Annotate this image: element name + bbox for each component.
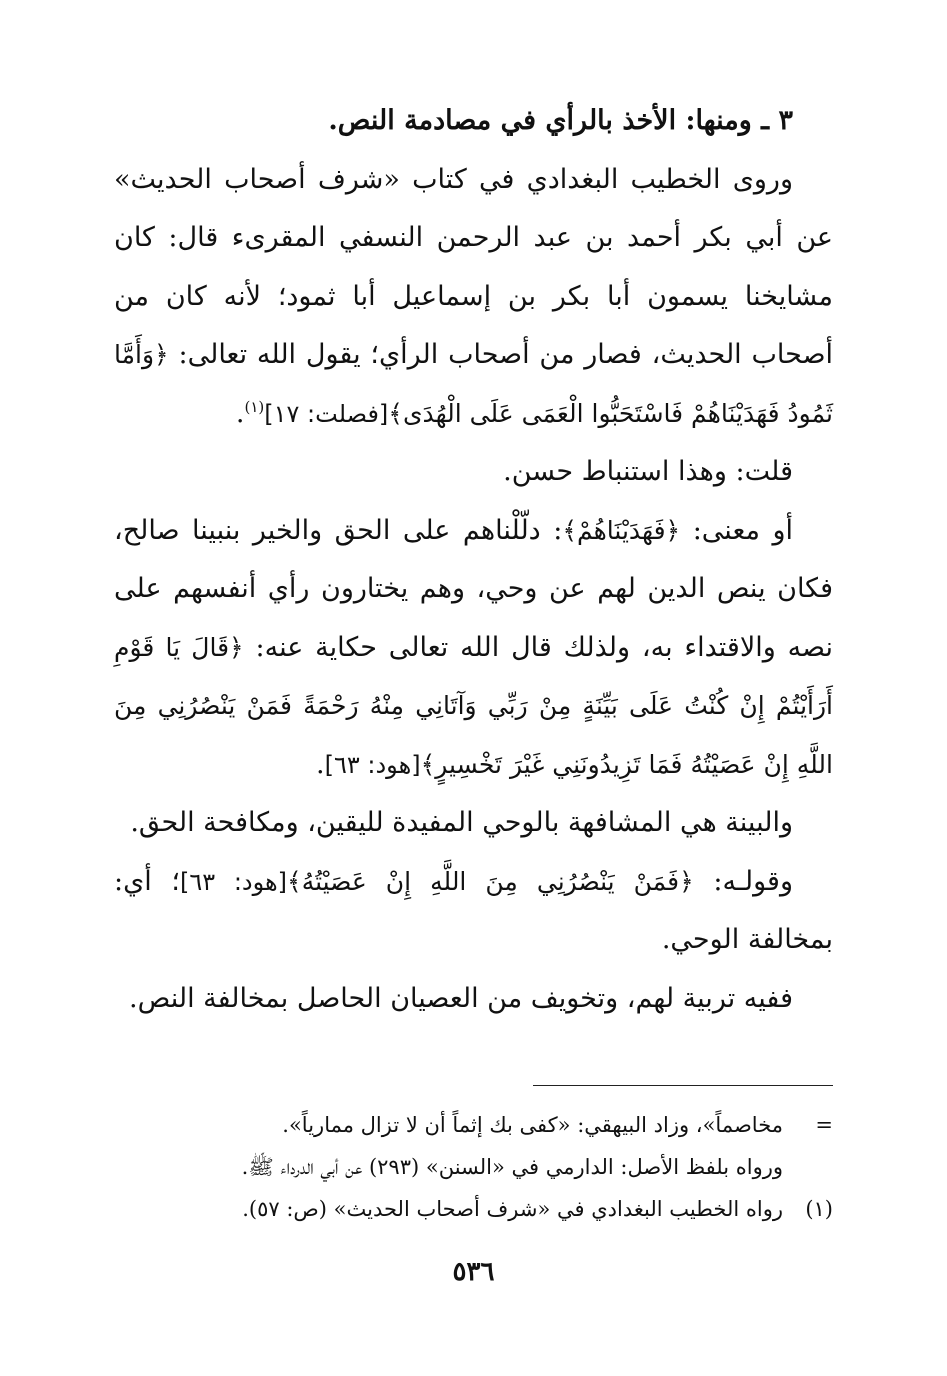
verse-reference-fussilat: [فصلت: ١٧] xyxy=(264,399,389,428)
page-number: ٥٣٦ xyxy=(452,1257,495,1287)
footnote-1-marker: (١) xyxy=(805,1197,833,1221)
footnote-1 xyxy=(114,1188,833,1230)
footnote-continuation-text-1: مخاصماً»، وزاد البيهقي: «كفى بك إثماً أن لا تزال ممارياً». xyxy=(282,1113,783,1137)
quran-verse-hud-short: ﴿فَمَنْ يَنْصُرُنِي مِنَ اللَّهِ إِنْ عَصَيْتُهُ﴾ xyxy=(287,866,694,896)
main-text xyxy=(114,92,833,1028)
footnote-mark-1: (١) xyxy=(244,397,265,416)
footnote-divider xyxy=(533,1085,833,1086)
paragraph-qawluhu xyxy=(114,853,833,970)
paragraph-meaning-lead: أو معنى: xyxy=(680,514,793,546)
section-heading: ٣ ـ ومنها: الأخذ بالرأي في مصادمة النص. xyxy=(328,105,793,136)
paragraph-comment: قلت: وهذا استنباط حسن. xyxy=(503,456,793,487)
paragraph-qawluhu-text: ؛ أي: بمخالفة الوحي. xyxy=(114,865,833,955)
paragraph-khatib-text: وروى الخطيب البغدادي في كتاب «شرف أصحاب الحديث» عن أبي بكر أحمد بن عبد الرحمن النسفي المقرىء قال: كان مشايخنا يسمون أبا بكر بن إسماعيل أبا ثمود؛ لأنه كان من أصحاب الحديث، فصار من أصحاب الرأي؛ يقول الله تعالى: xyxy=(114,163,833,370)
paragraph-meaning xyxy=(114,502,833,795)
paragraph-khatib-end: . xyxy=(235,397,245,429)
paragraph-khatib xyxy=(114,151,833,444)
paragraph-meaning-end: . xyxy=(316,748,325,780)
paragraph-conclusion: ففيه تربية لهم، وتخويف من العصيان الحاصل بمخالفة النص. xyxy=(129,982,793,1014)
footnote-continuation-marker: = xyxy=(815,1113,833,1137)
footnotes xyxy=(114,1104,833,1230)
paragraph-meaning-text: : دلّلْناهم على الحق والخير بنبينا صالح، فكان ينص الدين لهم عن وحي، وهم يختارون رأي أنفسهم على نصه والاقتداء به، ولذلك قال الله تعالى حكاية عنه: xyxy=(114,514,833,663)
quran-verse-thamud: ﴿وَأَمَّا ثَمُودُ فَهَدَيْنَاهُمْ فَاسْتَحَبُّوا الْعَمَى عَلَى الْهُدَى﴾ xyxy=(114,340,833,428)
quran-word-fahadaynahum: ﴿فَهَدَيْنَاهُمْ﴾ xyxy=(562,515,681,545)
verse-reference-hud: [هود: ٦٣] xyxy=(324,750,421,779)
quran-verse-hud: ﴿قَالَ يَا قَوْمِ أَرَأَيْتُمْ إِنْ كُنْتُ عَلَى بَيِّنَةٍ مِنْ رَبِّي وَآتَانِي مِنْهُ رَحْمَةً فَمَنْ يَنْصُرُنِي مِنَ اللَّهِ إِنْ عَصَيْتُهُ فَمَا تَزِيدُونَنِي غَيْرَ تَخْسِيرٍ﴾ xyxy=(114,632,833,779)
paragraph-qawluhu-lead: وقولـه: xyxy=(693,865,793,897)
verse-reference-hud-2: [هود: ٦٣] xyxy=(179,867,288,896)
footnote-continuation-line-2: ورواه بلفظ الأصل: الدارمي في «السنن» (٢٩٣) عن أبي الدرداء ﷺ. xyxy=(241,1155,783,1179)
footnote-1-text: رواه الخطيب البغدادي في «شرف أصحاب الحديث» (ص: ٥٧). xyxy=(242,1197,783,1221)
paragraph-bayyina: والبينة هي المشافهة بالوحي المفيدة لليقين، ومكافحة الحق. xyxy=(130,807,793,838)
footnote-continuation-line-1 xyxy=(114,1104,833,1146)
